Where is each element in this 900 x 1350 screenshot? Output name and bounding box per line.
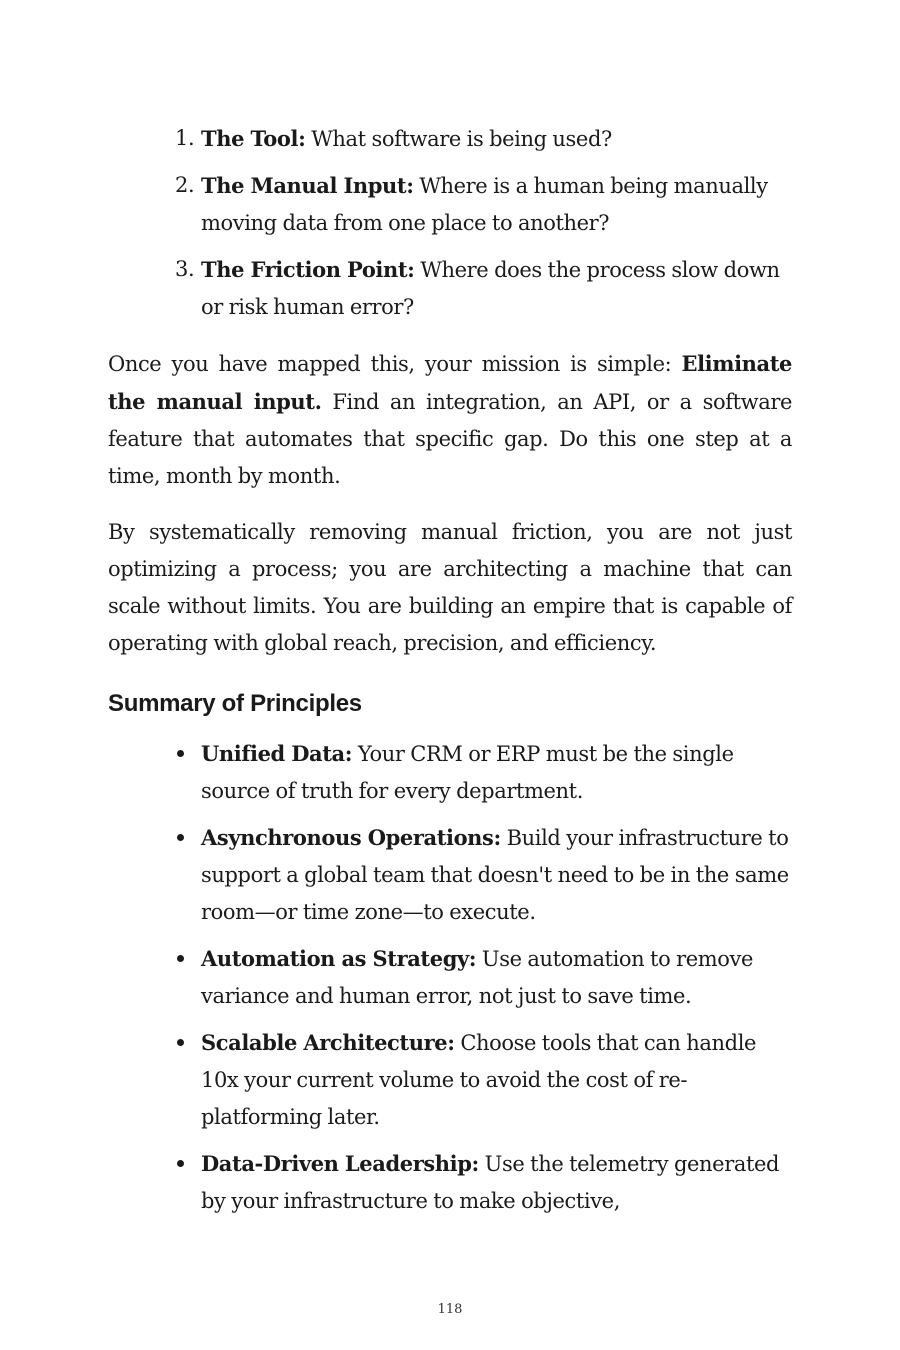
body-paragraph: [108, 345, 792, 495]
paragraph-text: Once you have mapped this, your mission is simple:: [108, 352, 682, 376]
list-item: [175, 251, 805, 326]
list-item-text: Build your infrastructure to support a global team that doesn't need to be in the same room—or time zone—to execute.: [201, 826, 789, 924]
list-item-term: The Manual Input:: [201, 173, 414, 198]
list-item: [175, 735, 795, 810]
list-item-text: What software is being used?: [311, 127, 612, 151]
list-item-term: Scalable Architecture:: [201, 1030, 455, 1055]
bullet-icon: [177, 834, 184, 841]
list-item: [175, 120, 805, 158]
list-item-term: Asynchronous Operations:: [201, 825, 501, 850]
bullet-icon: [177, 750, 184, 757]
list-marker: 2.: [175, 173, 195, 197]
list-item-term: The Tool:: [201, 126, 306, 151]
section-heading: Summary of Principles: [108, 690, 362, 717]
list-item: [175, 167, 805, 242]
list-item: [175, 1024, 795, 1136]
list-item-term: Data-Driven Leadership:: [201, 1151, 479, 1176]
numbered-list: [175, 120, 805, 335]
paragraph-text: Find an integration, an API, or a software feature that automates that specific gap. Do this one step at a time, month by month.: [108, 390, 793, 488]
list-marker: 3.: [175, 257, 195, 281]
list-item-term: The Friction Point:: [201, 257, 415, 282]
page-number: 118: [437, 1302, 463, 1317]
bullet-icon: [177, 1160, 184, 1167]
list-item: [175, 819, 795, 931]
list-item-term: Unified Data:: [201, 741, 353, 766]
list-item: [175, 940, 795, 1015]
list-marker: 1.: [175, 126, 195, 150]
list-item-text: Where is a human being manually moving data from one place to another?: [201, 174, 768, 235]
list-item-text: Use the telemetry generated by your infrastructure to make objective,: [201, 1152, 780, 1213]
bullet-icon: [177, 955, 184, 962]
list-item-text: Your CRM or ERP must be the single source of truth for every department.: [201, 742, 734, 803]
list-item-text: Where does the process slow down or risk human error?: [201, 258, 780, 319]
bullet-icon: [177, 1039, 184, 1046]
paragraph-emphasis: Eliminate the manual input.: [108, 351, 792, 414]
list-item-text: Choose tools that can handle 10x your current volume to avoid the cost of re-platforming later.: [201, 1031, 757, 1129]
principles-list: [175, 735, 795, 1229]
body-paragraph: By systematically removing manual friction, you are not just optimizing a process; you are architecting a machine that can scale without limits. You are building an empire that is capable of operating with global reach, precision, and efficiency.: [108, 520, 792, 655]
list-item-text: Use automation to remove variance and human error, not just to save time.: [201, 947, 754, 1008]
list-item-term: Automation as Strategy:: [201, 946, 477, 971]
list-item: [175, 1145, 795, 1220]
